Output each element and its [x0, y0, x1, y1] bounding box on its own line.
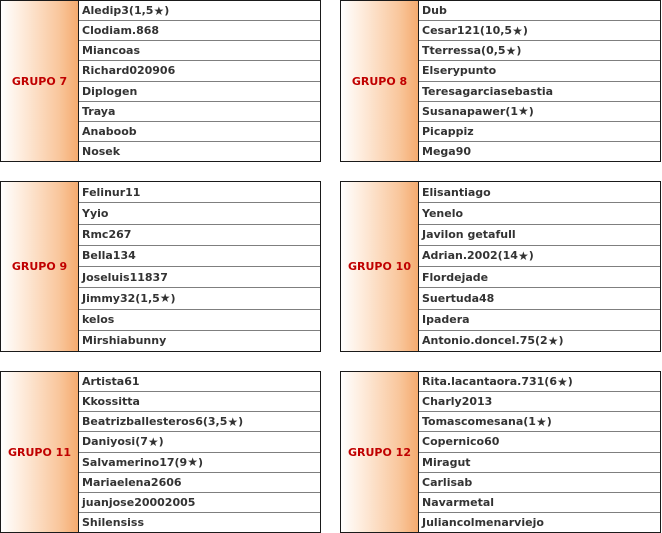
member-closing-paren: ): [170, 291, 176, 305]
member-row: [419, 1, 660, 21]
member-name: Navarmetal: [422, 495, 495, 509]
member-name: Bella134: [82, 249, 136, 263]
member-row: [419, 331, 660, 351]
member-row: [79, 122, 320, 142]
member-row: [79, 453, 320, 473]
member-row: [79, 182, 320, 203]
member-row: [419, 21, 660, 41]
member-row: [79, 432, 320, 452]
member-row: [79, 142, 320, 161]
member-row: [419, 41, 660, 61]
member-row: [79, 1, 320, 21]
group-10-table: [340, 181, 661, 352]
star-icon: ★: [547, 333, 559, 348]
member-name: Miragut: [422, 455, 471, 469]
group-12-table: [340, 371, 661, 533]
member-row: [79, 513, 320, 532]
member-list: [419, 182, 660, 351]
member-row: [79, 473, 320, 493]
member-name: Beatrizballesteros6(3,5: [82, 415, 228, 429]
member-row: [79, 372, 320, 392]
star-icon: ★: [187, 455, 198, 470]
member-row: [79, 412, 320, 432]
member-name: Salvamerino17(9: [82, 455, 188, 469]
member-name: Nosek: [82, 144, 121, 158]
member-row: [419, 392, 660, 412]
member-name: Copernico60: [422, 435, 500, 449]
member-row: [419, 310, 660, 331]
star-icon: ★: [535, 414, 547, 429]
member-list: [419, 372, 660, 532]
member-closing-paren: ): [197, 455, 204, 469]
member-row: [419, 288, 660, 309]
member-name: Miancoas: [82, 44, 141, 58]
member-name: Richard020906: [82, 64, 176, 78]
member-name: Kkossitta: [82, 395, 140, 409]
star-icon: ★: [512, 23, 523, 38]
member-closing-paren: ): [546, 415, 552, 429]
member-name: Mirshiabunny: [82, 334, 167, 348]
member-name: Adrian.2002(14: [422, 249, 518, 263]
group-11-table: [0, 371, 321, 533]
group-label: GRUPO 12: [341, 372, 419, 532]
member-name: Antonio.doncel.75(2: [422, 334, 548, 348]
member-row: [419, 493, 660, 513]
member-name: kelos: [82, 313, 115, 327]
member-name: Anaboob: [82, 124, 137, 138]
star-icon: ★: [159, 291, 171, 306]
star-icon: ★: [517, 248, 529, 263]
member-closing-paren: ): [528, 104, 534, 118]
group-label: GRUPO 9: [1, 182, 79, 351]
member-name: Jimmy32(1,5: [82, 291, 160, 305]
member-list: [419, 1, 660, 161]
member-closing-paren: ): [567, 375, 573, 389]
member-row: [79, 41, 320, 61]
member-list: [79, 372, 320, 532]
member-row: [79, 267, 320, 288]
star-icon: ★: [518, 104, 529, 119]
member-row: [79, 203, 320, 224]
member-name: Tterressa(0,5: [422, 44, 506, 58]
member-name: Diplogen: [82, 84, 138, 98]
member-closing-paren: ): [158, 435, 164, 449]
star-icon: ★: [153, 3, 165, 18]
group-label: GRUPO 7: [1, 1, 79, 161]
member-row: [79, 82, 320, 102]
member-name: Flordejade: [422, 270, 489, 284]
group-label: GRUPO 10: [341, 182, 419, 351]
member-row: [419, 432, 660, 452]
member-name: Susanapawer(1: [422, 104, 519, 118]
member-row: [419, 473, 660, 493]
member-name: Teresagarciasebastia: [422, 84, 554, 98]
member-name: Aledip3(1,5: [82, 4, 154, 18]
member-row: [79, 102, 320, 122]
group-7-table: [0, 0, 321, 162]
member-row: [419, 203, 660, 224]
member-name: Tomascomesana(1: [422, 415, 536, 429]
member-row: [419, 102, 660, 122]
star-icon: ★: [505, 43, 517, 58]
member-list: [79, 1, 320, 161]
member-name: Shilensiss: [82, 515, 144, 529]
group-9-table: [0, 181, 321, 352]
member-name: Charly2013: [422, 395, 493, 409]
member-name: Artista61: [82, 375, 140, 389]
star-icon: ★: [227, 414, 239, 429]
member-row: [79, 61, 320, 81]
member-name: Picappiz: [422, 124, 474, 138]
member-row: [79, 331, 320, 351]
member-row: [419, 122, 660, 142]
member-name: juanjose20002005: [82, 495, 196, 509]
member-row: [419, 267, 660, 288]
member-name: Carlisab: [422, 475, 473, 489]
member-row: [79, 288, 320, 309]
member-row: [79, 21, 320, 41]
member-name: Yyio: [82, 206, 109, 220]
member-row: [79, 225, 320, 246]
member-closing-paren: ): [528, 249, 534, 263]
member-name: Yenelo: [422, 206, 464, 220]
member-name: Ipadera: [422, 313, 470, 327]
member-name: Elisantiago: [422, 185, 491, 199]
member-name: Dub: [422, 4, 447, 18]
star-icon: ★: [556, 374, 568, 389]
member-name: Elserypunto: [422, 64, 497, 78]
member-closing-paren: ): [522, 24, 528, 38]
member-closing-paren: ): [516, 44, 522, 58]
member-row: [79, 310, 320, 331]
member-name: Rmc267: [82, 228, 132, 242]
member-row: [79, 392, 320, 412]
member-row: [419, 246, 660, 267]
member-name: Mega90: [422, 144, 472, 158]
member-row: [79, 493, 320, 513]
group-label: GRUPO 8: [341, 1, 419, 161]
member-row: [419, 453, 660, 473]
member-closing-paren: ): [164, 4, 170, 18]
member-name: Felinur11: [82, 185, 141, 199]
member-row: [419, 372, 660, 392]
star-icon: ★: [147, 434, 159, 449]
group-label: GRUPO 11: [1, 372, 79, 532]
member-closing-paren: ): [238, 415, 244, 429]
member-row: [419, 182, 660, 203]
member-name: Joseluis11837: [82, 270, 168, 284]
member-name: Cesar121(10,5: [422, 24, 513, 38]
member-row: [419, 513, 660, 532]
member-row: [419, 412, 660, 432]
member-row: [419, 61, 660, 81]
member-name: Juliancolmenarviejo: [422, 515, 544, 529]
member-name: Rita.lacantaora.731(6: [422, 375, 557, 389]
member-name: Daniyosi(7: [82, 435, 148, 449]
member-row: [419, 82, 660, 102]
member-list: [79, 182, 320, 351]
member-name: Mariaelena2606: [82, 475, 182, 489]
group-8-table: [340, 0, 661, 162]
member-name: Suertuda48: [422, 291, 495, 305]
member-row: [79, 246, 320, 267]
member-name: Clodiam.868: [82, 24, 160, 38]
member-closing-paren: ): [558, 334, 564, 348]
member-name: Javilon getafull: [422, 228, 516, 242]
member-row: [419, 225, 660, 246]
member-row: [419, 142, 660, 161]
member-name: Traya: [82, 104, 116, 118]
